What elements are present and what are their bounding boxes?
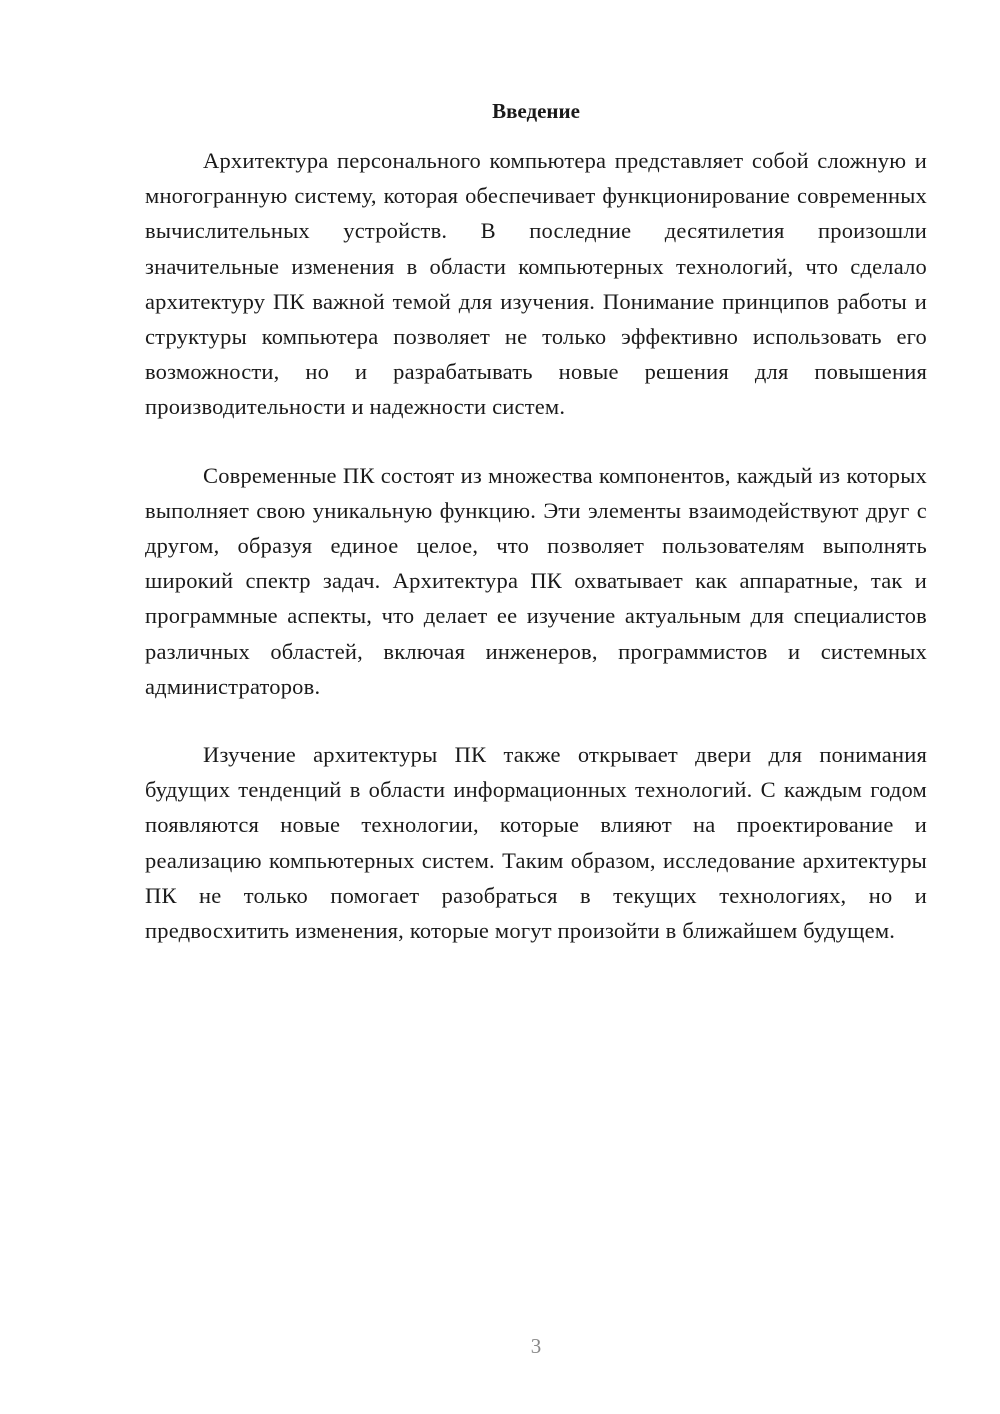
paragraph-1: Архитектура персонального компьютера представляет собой сложную и многогранную систему, которая обеспечивает функционирование современных вычислительных устройств. В последние десятилетия произошли значительные изменения в области компьютерных технологий, что сделало архитектуру ПК важной темой для изучения. Понимание принципов работы и структуры компьютера позволяет не только эффективно использовать его возможности, но и разрабатывать новые решения для повышения производительности и надежности систем. xyxy=(145,148,927,420)
paragraph-2: Современные ПК состоят из множества компонентов, каждый из которых выполняет свою уникальную функцию. Эти элементы взаимодействуют друг с другом, образуя единое целое, что позволяет пользователям выполнять широкий спектр задач. Архитектура ПК охватывает как аппаратные, так и программные аспекты, что делает ее изучение актуальным для специалистов различных областей, включая инженеров, программистов и системных администраторов. xyxy=(145,462,927,699)
page-number: 3 xyxy=(530,1334,542,1358)
paragraph-3: Изучение архитектуры ПК также открывает двери для понимания будущих тенденций в области информационных технологий. С каждым годом появляются новые технологии, которые влияют на проектирование и реализацию компьютерных систем. Таким образом, исследование архитектуры ПК не только помогает разобраться в текущих технологиях, но и предвосхитить изменения, которые могут произойти в ближайшем будущем. xyxy=(145,742,927,944)
body-text xyxy=(145,143,927,948)
section-heading: Введение xyxy=(492,99,580,123)
